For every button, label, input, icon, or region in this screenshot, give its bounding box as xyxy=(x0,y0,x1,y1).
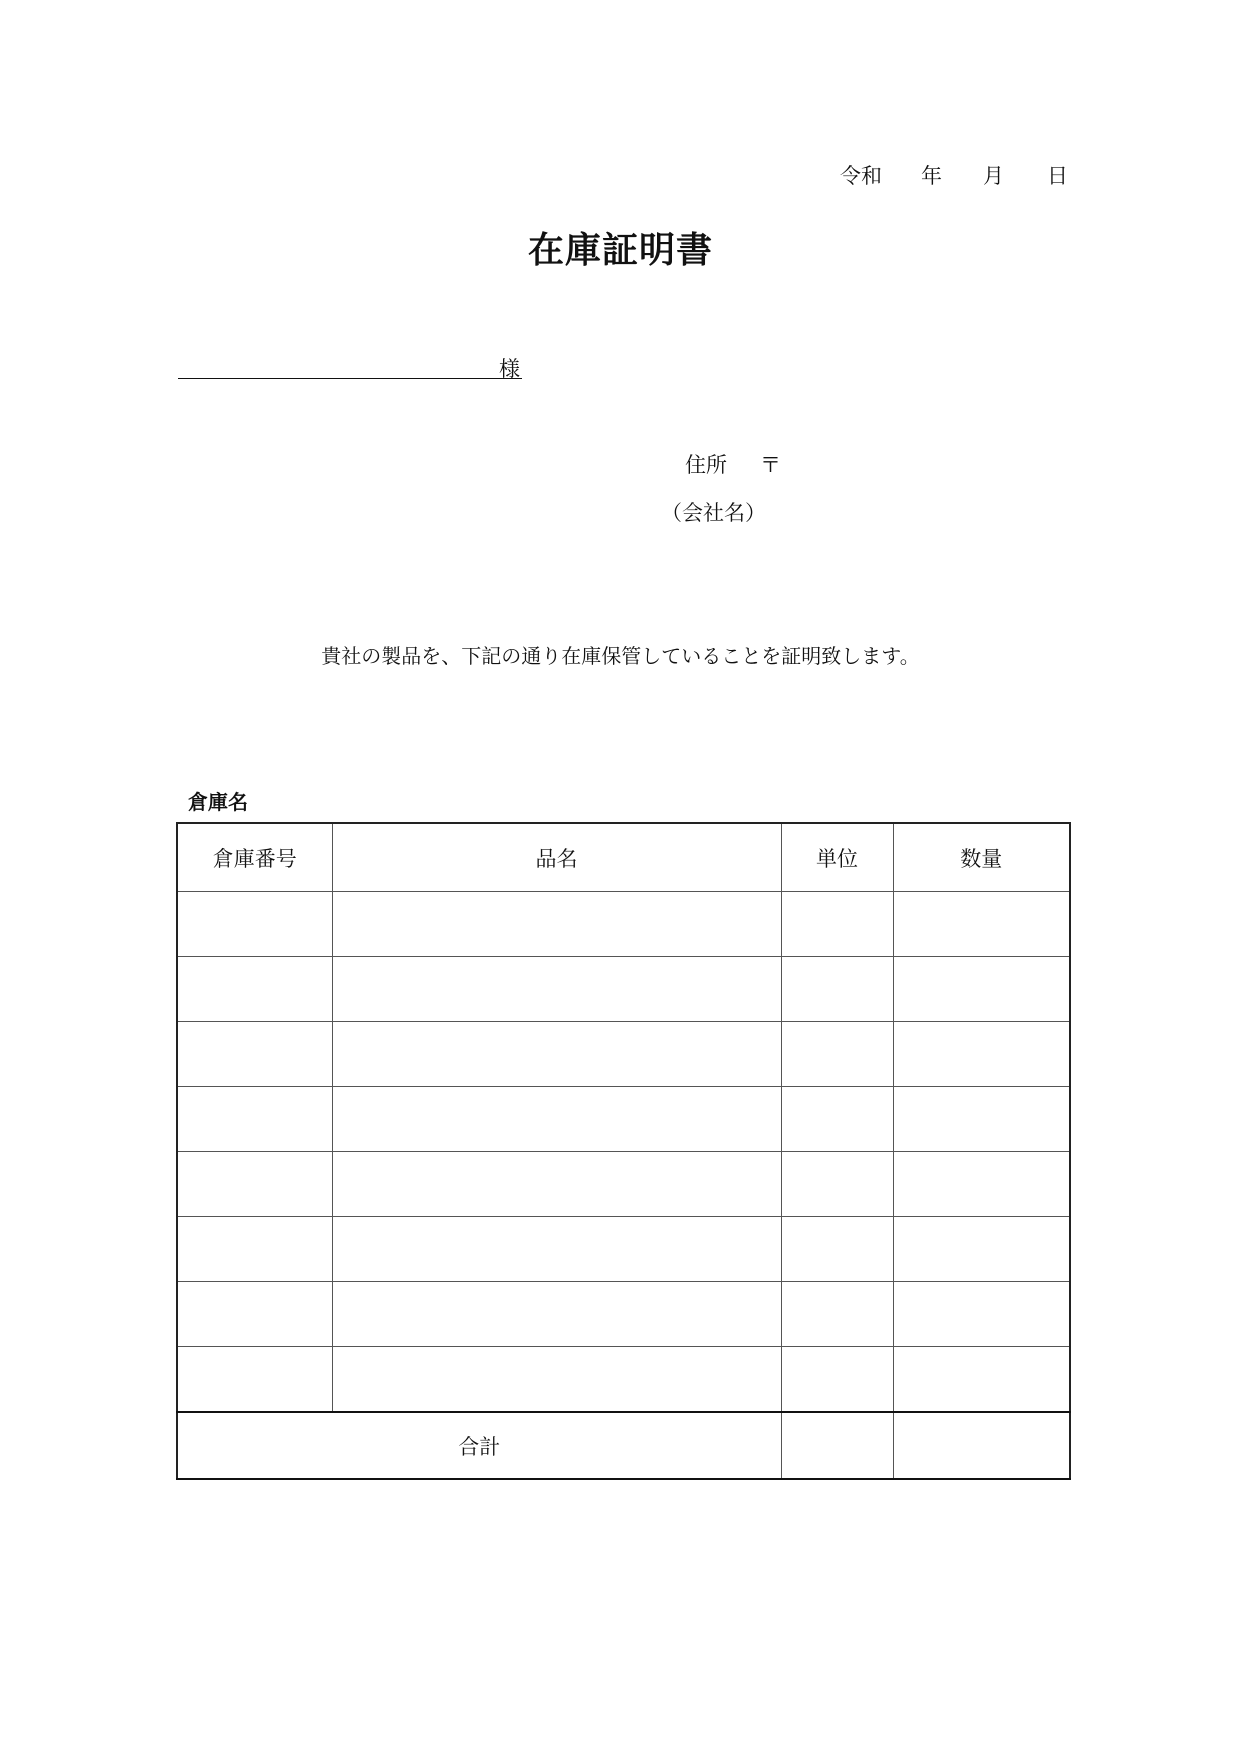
date-year-label: 年 xyxy=(921,164,942,188)
cell-unit[interactable] xyxy=(781,957,893,1022)
cell-quantity[interactable] xyxy=(893,1347,1070,1413)
cell-item-name[interactable] xyxy=(332,957,781,1022)
header-unit: 単位 xyxy=(781,823,893,892)
cell-quantity[interactable] xyxy=(893,1217,1070,1282)
cell-item-name[interactable] xyxy=(332,1217,781,1282)
cell-unit[interactable] xyxy=(781,1282,893,1347)
cell-item-name[interactable] xyxy=(332,1152,781,1217)
table-row xyxy=(177,957,1070,1022)
cell-quantity[interactable] xyxy=(893,1152,1070,1217)
cell-warehouse-number[interactable] xyxy=(177,1282,332,1347)
cell-item-name[interactable] xyxy=(332,1022,781,1087)
table-row xyxy=(177,1022,1070,1087)
cell-quantity[interactable] xyxy=(893,1022,1070,1087)
cell-item-name[interactable] xyxy=(332,1087,781,1152)
cell-unit[interactable] xyxy=(781,1152,893,1217)
table-row xyxy=(177,1347,1070,1413)
warehouse-name-label: 倉庫名 xyxy=(188,790,248,814)
table-row xyxy=(177,1087,1070,1152)
cell-unit[interactable] xyxy=(781,1087,893,1152)
cell-warehouse-number[interactable] xyxy=(177,1152,332,1217)
table-header-row xyxy=(177,823,1070,892)
header-quantity: 数量 xyxy=(893,823,1070,892)
cell-quantity[interactable] xyxy=(893,1087,1070,1152)
cell-unit[interactable] xyxy=(781,1022,893,1087)
total-label: 合計 xyxy=(177,1412,781,1479)
table-total-row xyxy=(177,1412,1070,1479)
address-label: 住所 xyxy=(685,453,727,477)
cell-item-name[interactable] xyxy=(332,892,781,957)
cell-item-name[interactable] xyxy=(332,1282,781,1347)
table-row xyxy=(177,1217,1070,1282)
postal-mark: 〒 xyxy=(760,453,781,477)
table-row xyxy=(177,892,1070,957)
header-warehouse-number: 倉庫番号 xyxy=(177,823,332,892)
certification-statement: 貴社の製品を、下記の通り在庫保管していることを証明致します。 xyxy=(321,644,920,668)
cell-unit[interactable] xyxy=(781,1217,893,1282)
cell-item-name[interactable] xyxy=(332,1347,781,1413)
cell-quantity[interactable] xyxy=(893,1282,1070,1347)
cell-quantity[interactable] xyxy=(893,892,1070,957)
company-name-label: （会社名） xyxy=(661,501,766,525)
date-month-label: 月 xyxy=(983,164,1004,188)
cell-quantity[interactable] xyxy=(893,957,1070,1022)
date-era: 令和 xyxy=(840,164,882,188)
table-row xyxy=(177,1152,1070,1217)
addressee-underline[interactable] xyxy=(178,378,522,379)
cell-warehouse-number[interactable] xyxy=(177,1087,332,1152)
date-day-label: 日 xyxy=(1047,164,1068,188)
cell-unit[interactable] xyxy=(781,1347,893,1413)
inventory-table xyxy=(176,822,1071,1480)
addressee-honorific: 様 xyxy=(499,357,520,381)
header-item-name: 品名 xyxy=(332,823,781,892)
cell-unit[interactable] xyxy=(781,892,893,957)
cell-warehouse-number[interactable] xyxy=(177,1217,332,1282)
total-quantity-cell[interactable] xyxy=(893,1412,1070,1479)
cell-warehouse-number[interactable] xyxy=(177,957,332,1022)
total-unit-cell[interactable] xyxy=(781,1412,893,1479)
document-title: 在庫証明書 xyxy=(527,230,713,271)
cell-warehouse-number[interactable] xyxy=(177,1347,332,1413)
cell-warehouse-number[interactable] xyxy=(177,892,332,957)
cell-warehouse-number[interactable] xyxy=(177,1022,332,1087)
table-row xyxy=(177,1282,1070,1347)
